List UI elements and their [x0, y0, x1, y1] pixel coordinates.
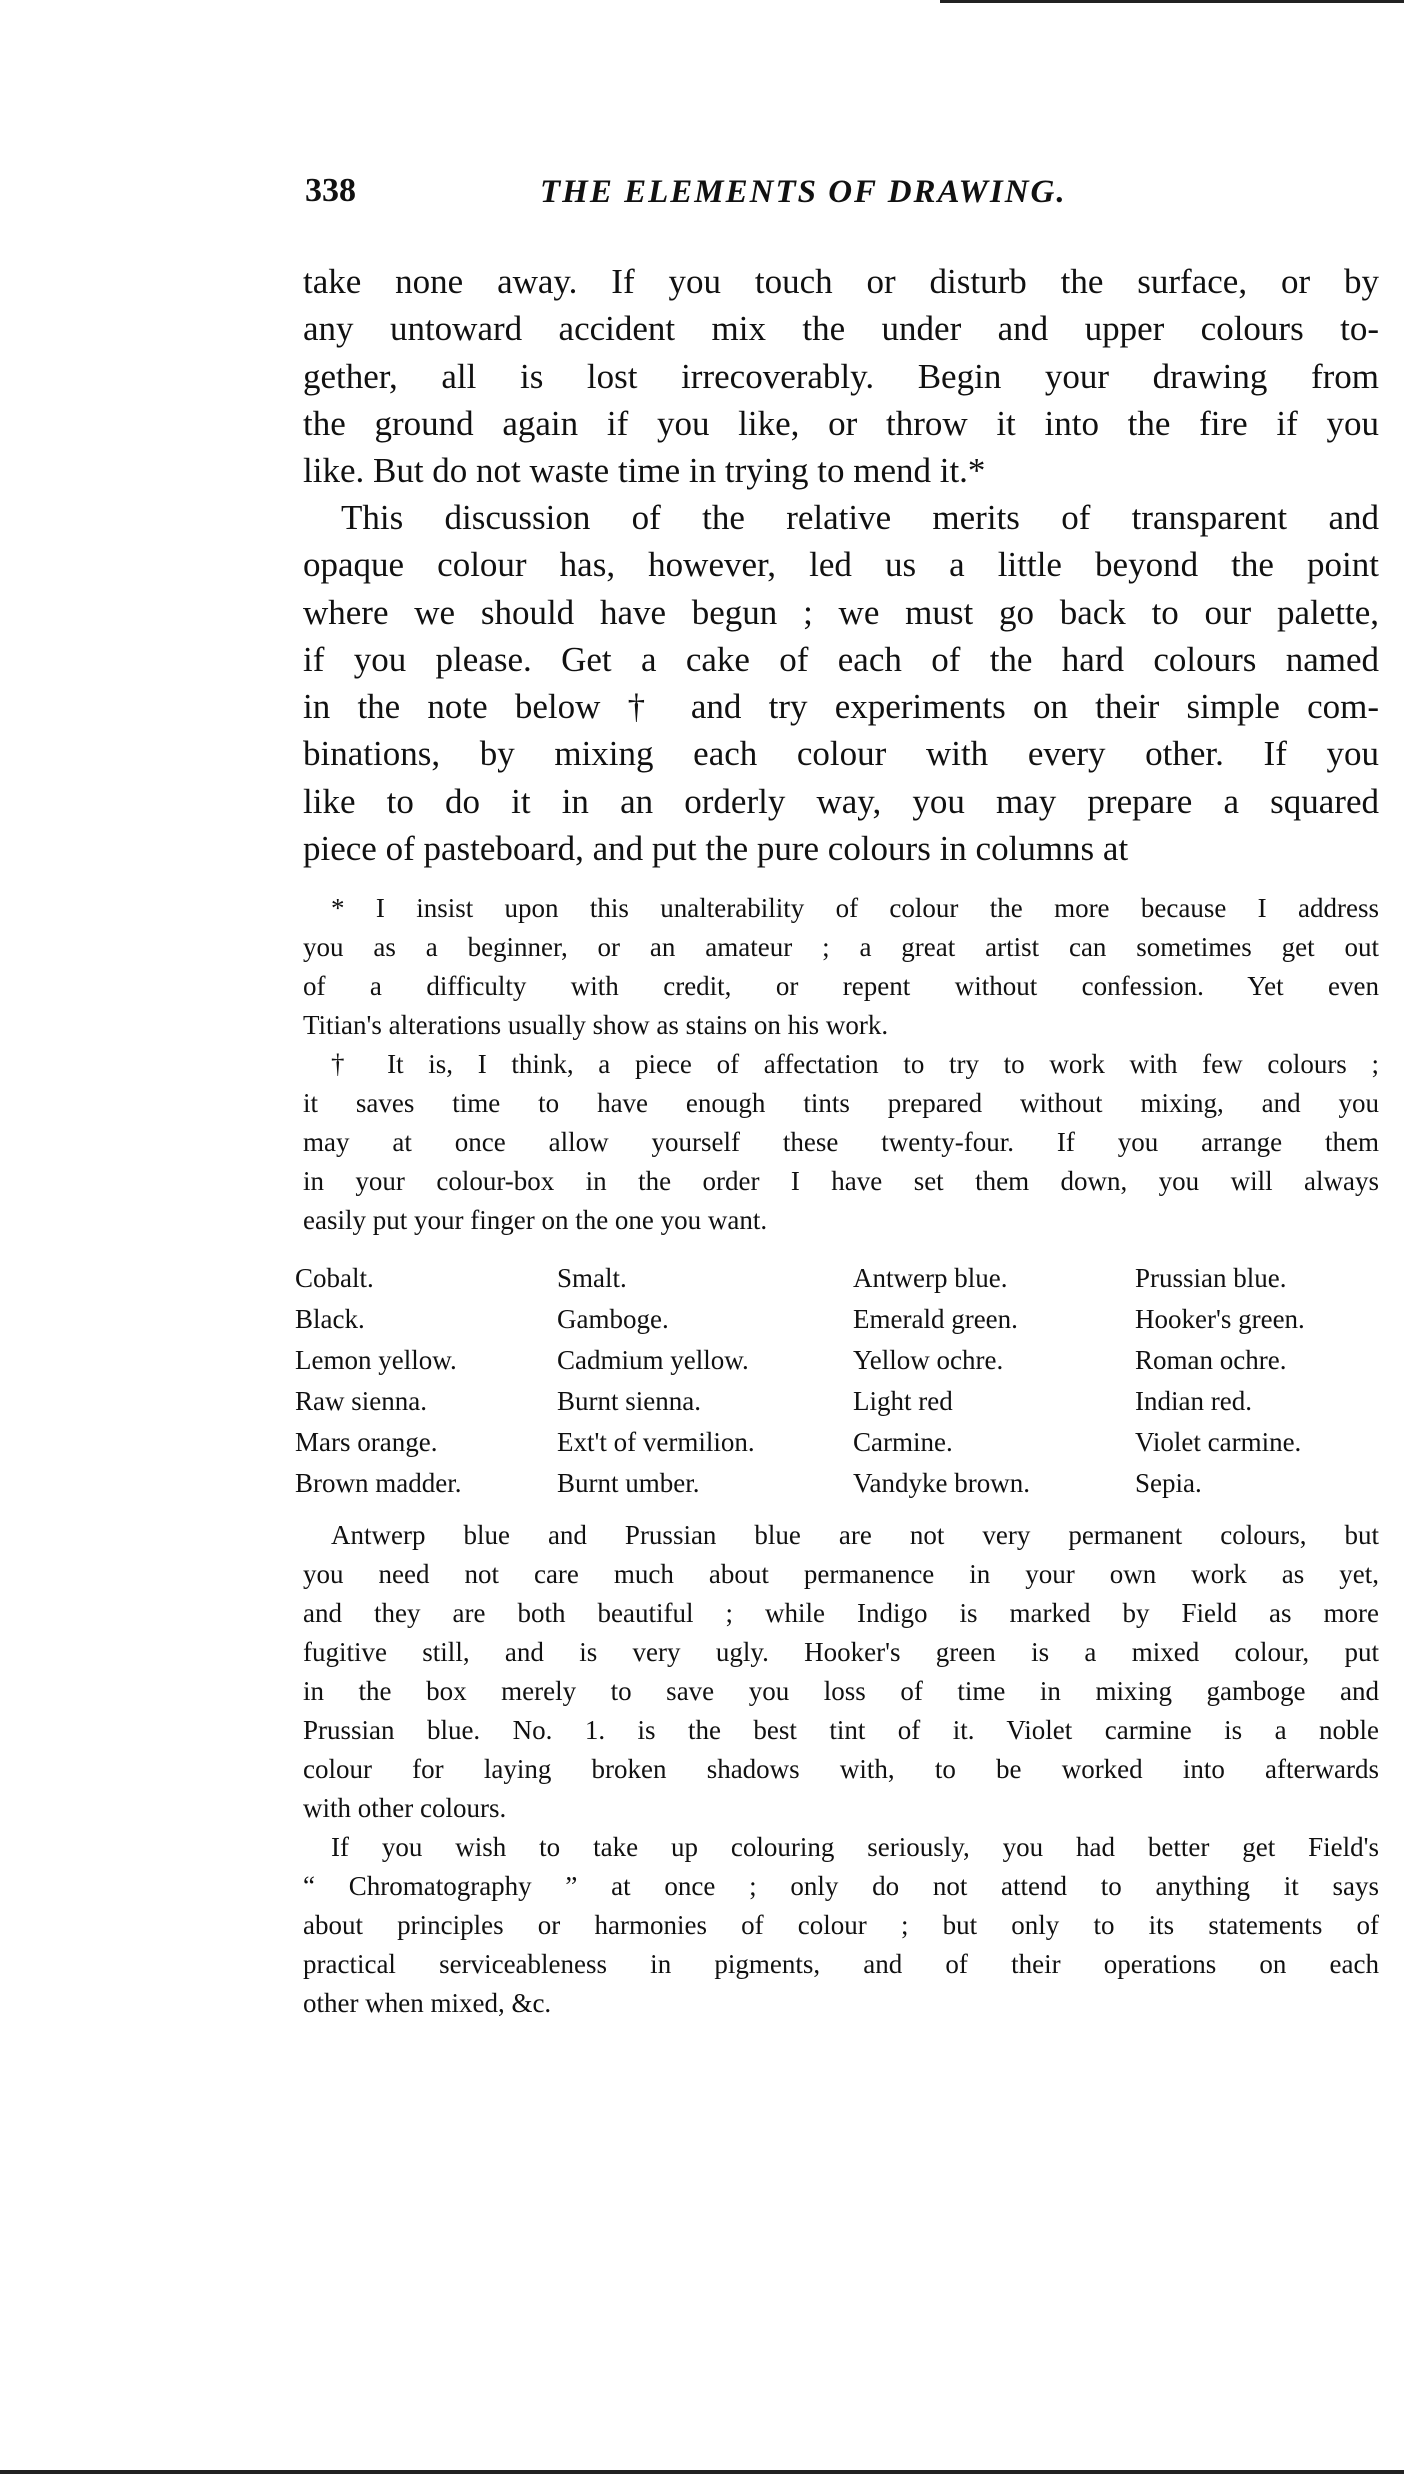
text-line: if you please. Get a cake of each of the hard colours named: [303, 639, 1379, 679]
colour-name: Carmine.: [853, 1427, 953, 1457]
text-line: may at once allow yourself these twenty-four. If you arrange them: [303, 1127, 1379, 1157]
table-row: [295, 1299, 1305, 1340]
text-line: opaque colour has, however, led us a little beyond the point: [303, 545, 1379, 585]
table-row: [295, 1463, 1305, 1504]
text-line: other when mixed, &c.: [303, 1988, 552, 2018]
colour-name: Antwerp blue.: [853, 1263, 1008, 1293]
text-line: colour for laying broken shadows with, to be worked into afterwards: [303, 1754, 1379, 1784]
table-row: [295, 1340, 1305, 1381]
colour-name: Raw sienna.: [295, 1386, 427, 1416]
text-line: in your colour-box in the order I have set them down, you will always: [303, 1166, 1379, 1196]
text-line: with other colours.: [303, 1793, 507, 1823]
colour-name: Indian red.: [1135, 1386, 1252, 1416]
text-line: and they are both beautiful ; while Indigo is marked by Field as more: [303, 1598, 1379, 1628]
colour-name: Smalt.: [557, 1263, 627, 1293]
footnote-colours-note: [303, 1516, 1379, 1828]
colour-name: Mars orange.: [295, 1427, 438, 1457]
text-line: take none away. If you touch or disturb the surface, or by: [303, 262, 1379, 301]
text-line: about principles or harmonies of colour ; but only to its statements of: [303, 1910, 1379, 1940]
text-line: This discussion of the relative merits of transparent and: [341, 498, 1379, 537]
text-line: any untoward accident mix the under and upper colours to-: [303, 309, 1379, 349]
colour-name: Black.: [295, 1304, 365, 1334]
text-line: the ground again if you like, or throw it into the fire if you: [303, 403, 1379, 443]
running-title: THE ELEMENTS OF DRAWING.: [540, 174, 1067, 210]
colour-name: Sepia.: [1135, 1468, 1202, 1498]
text-line: piece of pasteboard, and put the pure colours in columns at: [303, 829, 1129, 869]
text-line: of a difficulty with credit, or repent without confession. Yet even: [303, 971, 1379, 1001]
colour-name: Roman ochre.: [1135, 1345, 1287, 1375]
colour-name: Lemon yellow.: [295, 1345, 457, 1375]
colour-name: Ext't of vermilion.: [557, 1427, 755, 1457]
text-line: Titian's alterations usually show as stains on his work.: [303, 1010, 889, 1040]
text-line: like to do it in an orderly way, you may prepare a squared: [303, 781, 1379, 821]
text-line: * I insist upon this unalterability of colour the more because I address: [331, 893, 1379, 923]
paragraph-1: [303, 258, 1379, 494]
text-line: If you wish to take up colouring seriously, you had better get Field's: [331, 1832, 1379, 1862]
colour-name: Violet carmine.: [1135, 1427, 1302, 1457]
colour-name: Hooker's green.: [1135, 1304, 1305, 1334]
text-line: practical serviceableness in pigments, and of their operations on each: [303, 1949, 1379, 1979]
footnote-field-note: [303, 1828, 1379, 2023]
colour-list-table: [295, 1258, 1305, 1504]
text-line: where we should have begun ; we must go back to our palette,: [303, 592, 1379, 632]
text-line: binations, by mixing each colour with every other. If you: [303, 734, 1379, 774]
text-line: you as a beginner, or an amateur ; a great artist can sometimes get out: [303, 932, 1379, 962]
text-line: gether, all is lost irrecoverably. Begin your drawing from: [303, 356, 1379, 396]
text-line: Prussian blue. No. 1. is the best tint of it. Violet carmine is a noble: [303, 1715, 1379, 1745]
page-number: 338: [305, 172, 356, 209]
colour-name: Gamboge.: [557, 1304, 669, 1334]
text-line: easily put your finger on the one you want.: [303, 1205, 768, 1235]
table-row: [295, 1381, 1305, 1422]
top-rule: [940, 0, 1404, 3]
text-line: Antwerp blue and Prussian blue are not very permanent colours, but: [331, 1520, 1379, 1550]
text-line: like. But do not waste time in trying to mend it.*: [303, 451, 986, 491]
footnote-asterisk: [303, 889, 1379, 1045]
colour-name: Prussian blue.: [1135, 1263, 1287, 1293]
text-line: it saves time to have enough tints prepared without mixing, and you: [303, 1088, 1379, 1118]
text-line: you need not care much about permanence in your own work as yet,: [303, 1559, 1379, 1589]
text-line: in the box merely to save you loss of time in mixing gamboge and: [303, 1676, 1379, 1706]
colour-name: Burnt sienna.: [557, 1386, 701, 1416]
colour-name: Yellow ochre.: [853, 1345, 1004, 1375]
colour-name: Brown madder.: [295, 1468, 462, 1498]
colour-name: Cadmium yellow.: [557, 1345, 749, 1375]
colour-name: Emerald green.: [853, 1304, 1018, 1334]
bottom-rule: [0, 2470, 1404, 2474]
colour-name: Vandyke brown.: [853, 1468, 1030, 1498]
text-line: “ Chromatography ” at once ; only do not attend to anything it says: [303, 1871, 1379, 1901]
text-line: in the note below † and try experiments on their simple com-: [303, 687, 1379, 727]
table-row: [295, 1422, 1305, 1463]
colour-name: Light red: [853, 1386, 953, 1416]
colour-name: Burnt umber.: [557, 1468, 700, 1498]
text-line: fugitive still, and is very ugly. Hooker's green is a mixed colour, put: [303, 1637, 1379, 1667]
footnote-dagger: [303, 1045, 1379, 1240]
table-row: [295, 1258, 1305, 1299]
colour-name: Cobalt.: [295, 1263, 374, 1293]
text-line: † It is, I think, a piece of affectation to try to work with few colours ;: [331, 1049, 1379, 1079]
paragraph-2: [303, 494, 1379, 872]
